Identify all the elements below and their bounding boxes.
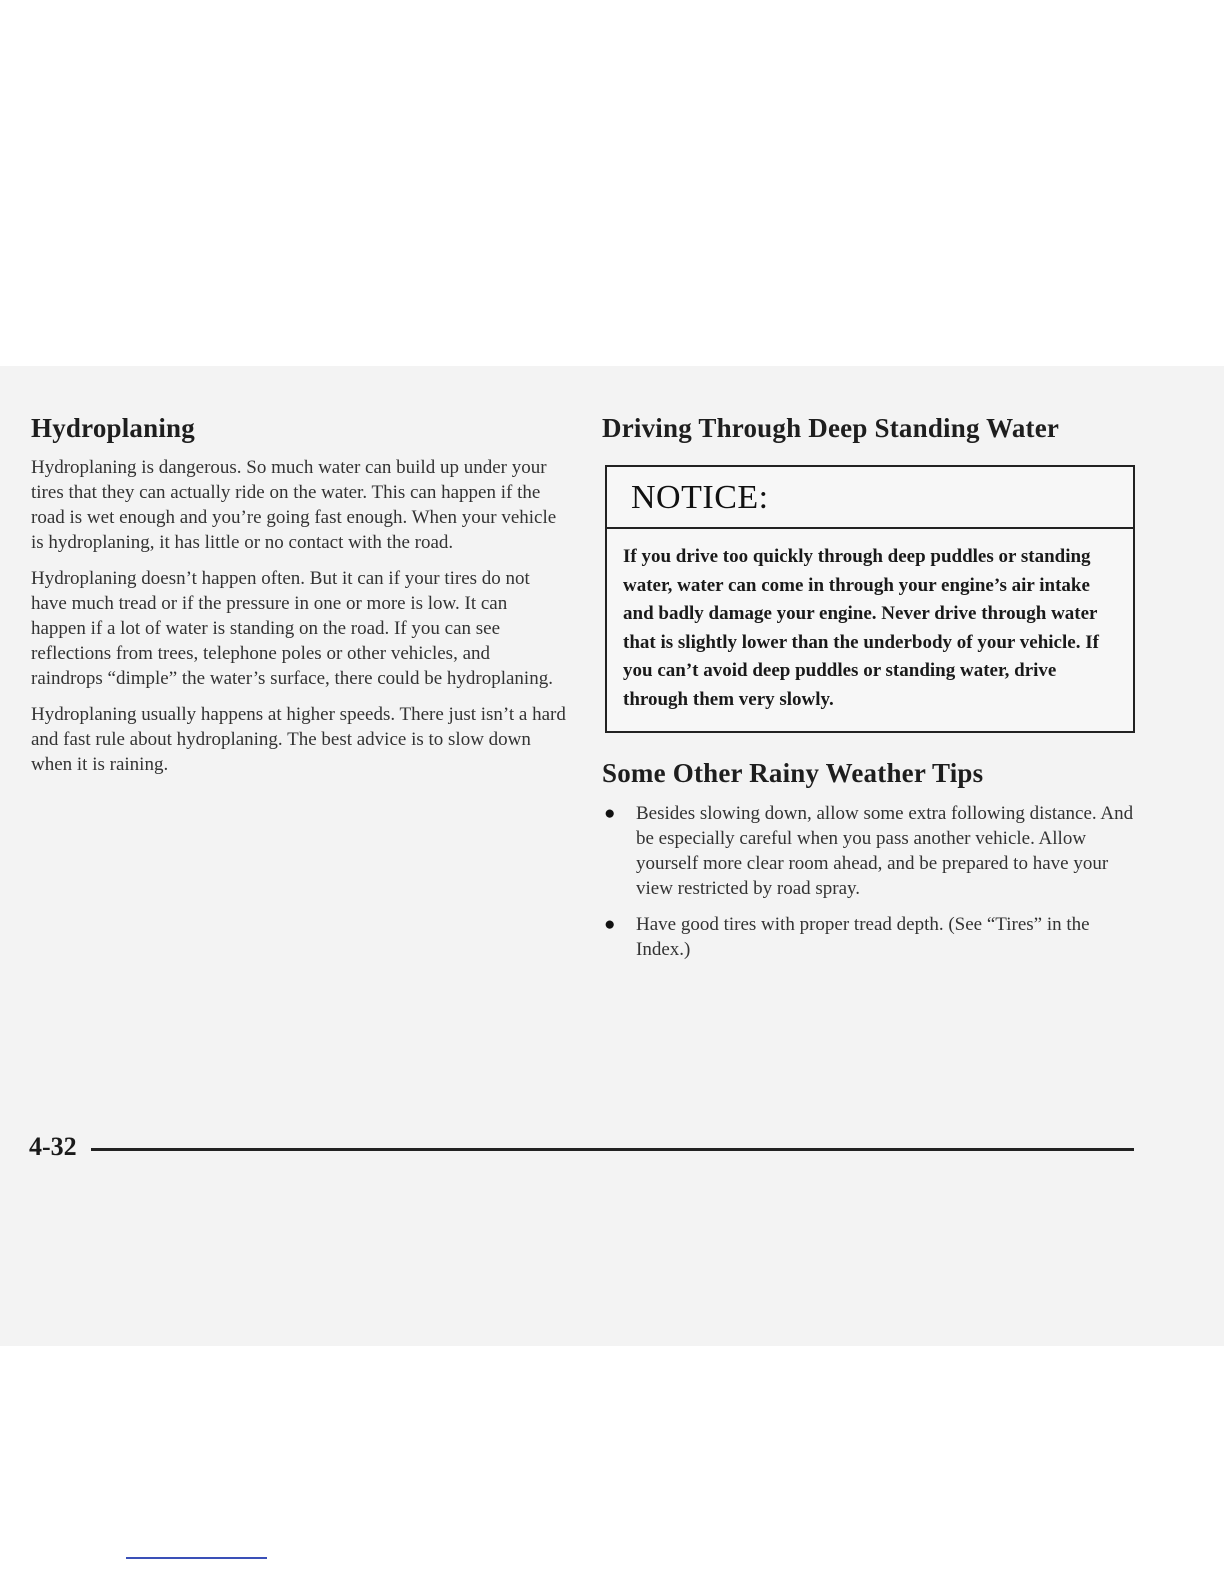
notice-text: If you drive too quickly through deep puddles or standing water, water can come in through your engine’s air intake and badly damage your engine. Never drive through water that is slightly lower than the underbody of your vehicle. If you can’t avoid deep puddles or standing water, drive through them very slowly. (623, 546, 1099, 710)
notice-box (605, 465, 1135, 733)
list-item (602, 912, 1142, 962)
page-footer (29, 1130, 1134, 1164)
tip-text: Besides slowing down, allow some extra following distance. And be especially careful when you pass another vehicle. Allow yourself more clear room ahead, and be prepared to have your view restricted by road spray. (636, 803, 1134, 899)
top-margin (0, 0, 1224, 366)
bullet-icon: ● (604, 914, 616, 935)
notice-label: NOTICE: (607, 467, 1133, 529)
page-number: 4-32 (29, 1132, 77, 1161)
hydroplaning-paragraph-1: Hydroplaning is dangerous. So much water can build up under your tires that they can actually ride on the water. This can happen if the road is wet enough and you’re going fast enough. When your vehicle is hydroplaning, it has little or no contact with the road. (31, 457, 557, 553)
hydroplaning-paragraph-2: Hydroplaning doesn’t happen often. But it can if your tires do not have much tread or if the pressure in one or more is low. It can happen if a lot of water is standing on the road. If you can see reflections from trees, telephone poles or other vehicles, and raindrops “dimple” the water’s surface, there could be hydroplaning. (31, 568, 553, 689)
deep-water-heading: Driving Through Deep Standing Water (602, 413, 1060, 443)
deep-water-section (602, 410, 1142, 962)
rainy-tips-heading: Some Other Rainy Weather Tips (602, 758, 984, 788)
footer-rule (91, 1148, 1134, 1151)
rainy-tips-list (602, 801, 1142, 962)
hydroplaning-heading: Hydroplaning (31, 413, 195, 443)
list-item (602, 801, 1142, 901)
bottom-accent-line (126, 1557, 267, 1559)
bottom-margin (0, 1346, 1224, 1584)
tip-text: Have good tires with proper tread depth. (See “Tires” in the Index.) (636, 914, 1090, 960)
hydroplaning-paragraph-3: Hydroplaning usually happens at higher speeds. There just isn’t a hard and fast rule about hydroplaning. The best advice is to slow down when it is raining. (31, 704, 566, 775)
bullet-icon: ● (604, 803, 616, 824)
hydroplaning-section (31, 410, 566, 777)
